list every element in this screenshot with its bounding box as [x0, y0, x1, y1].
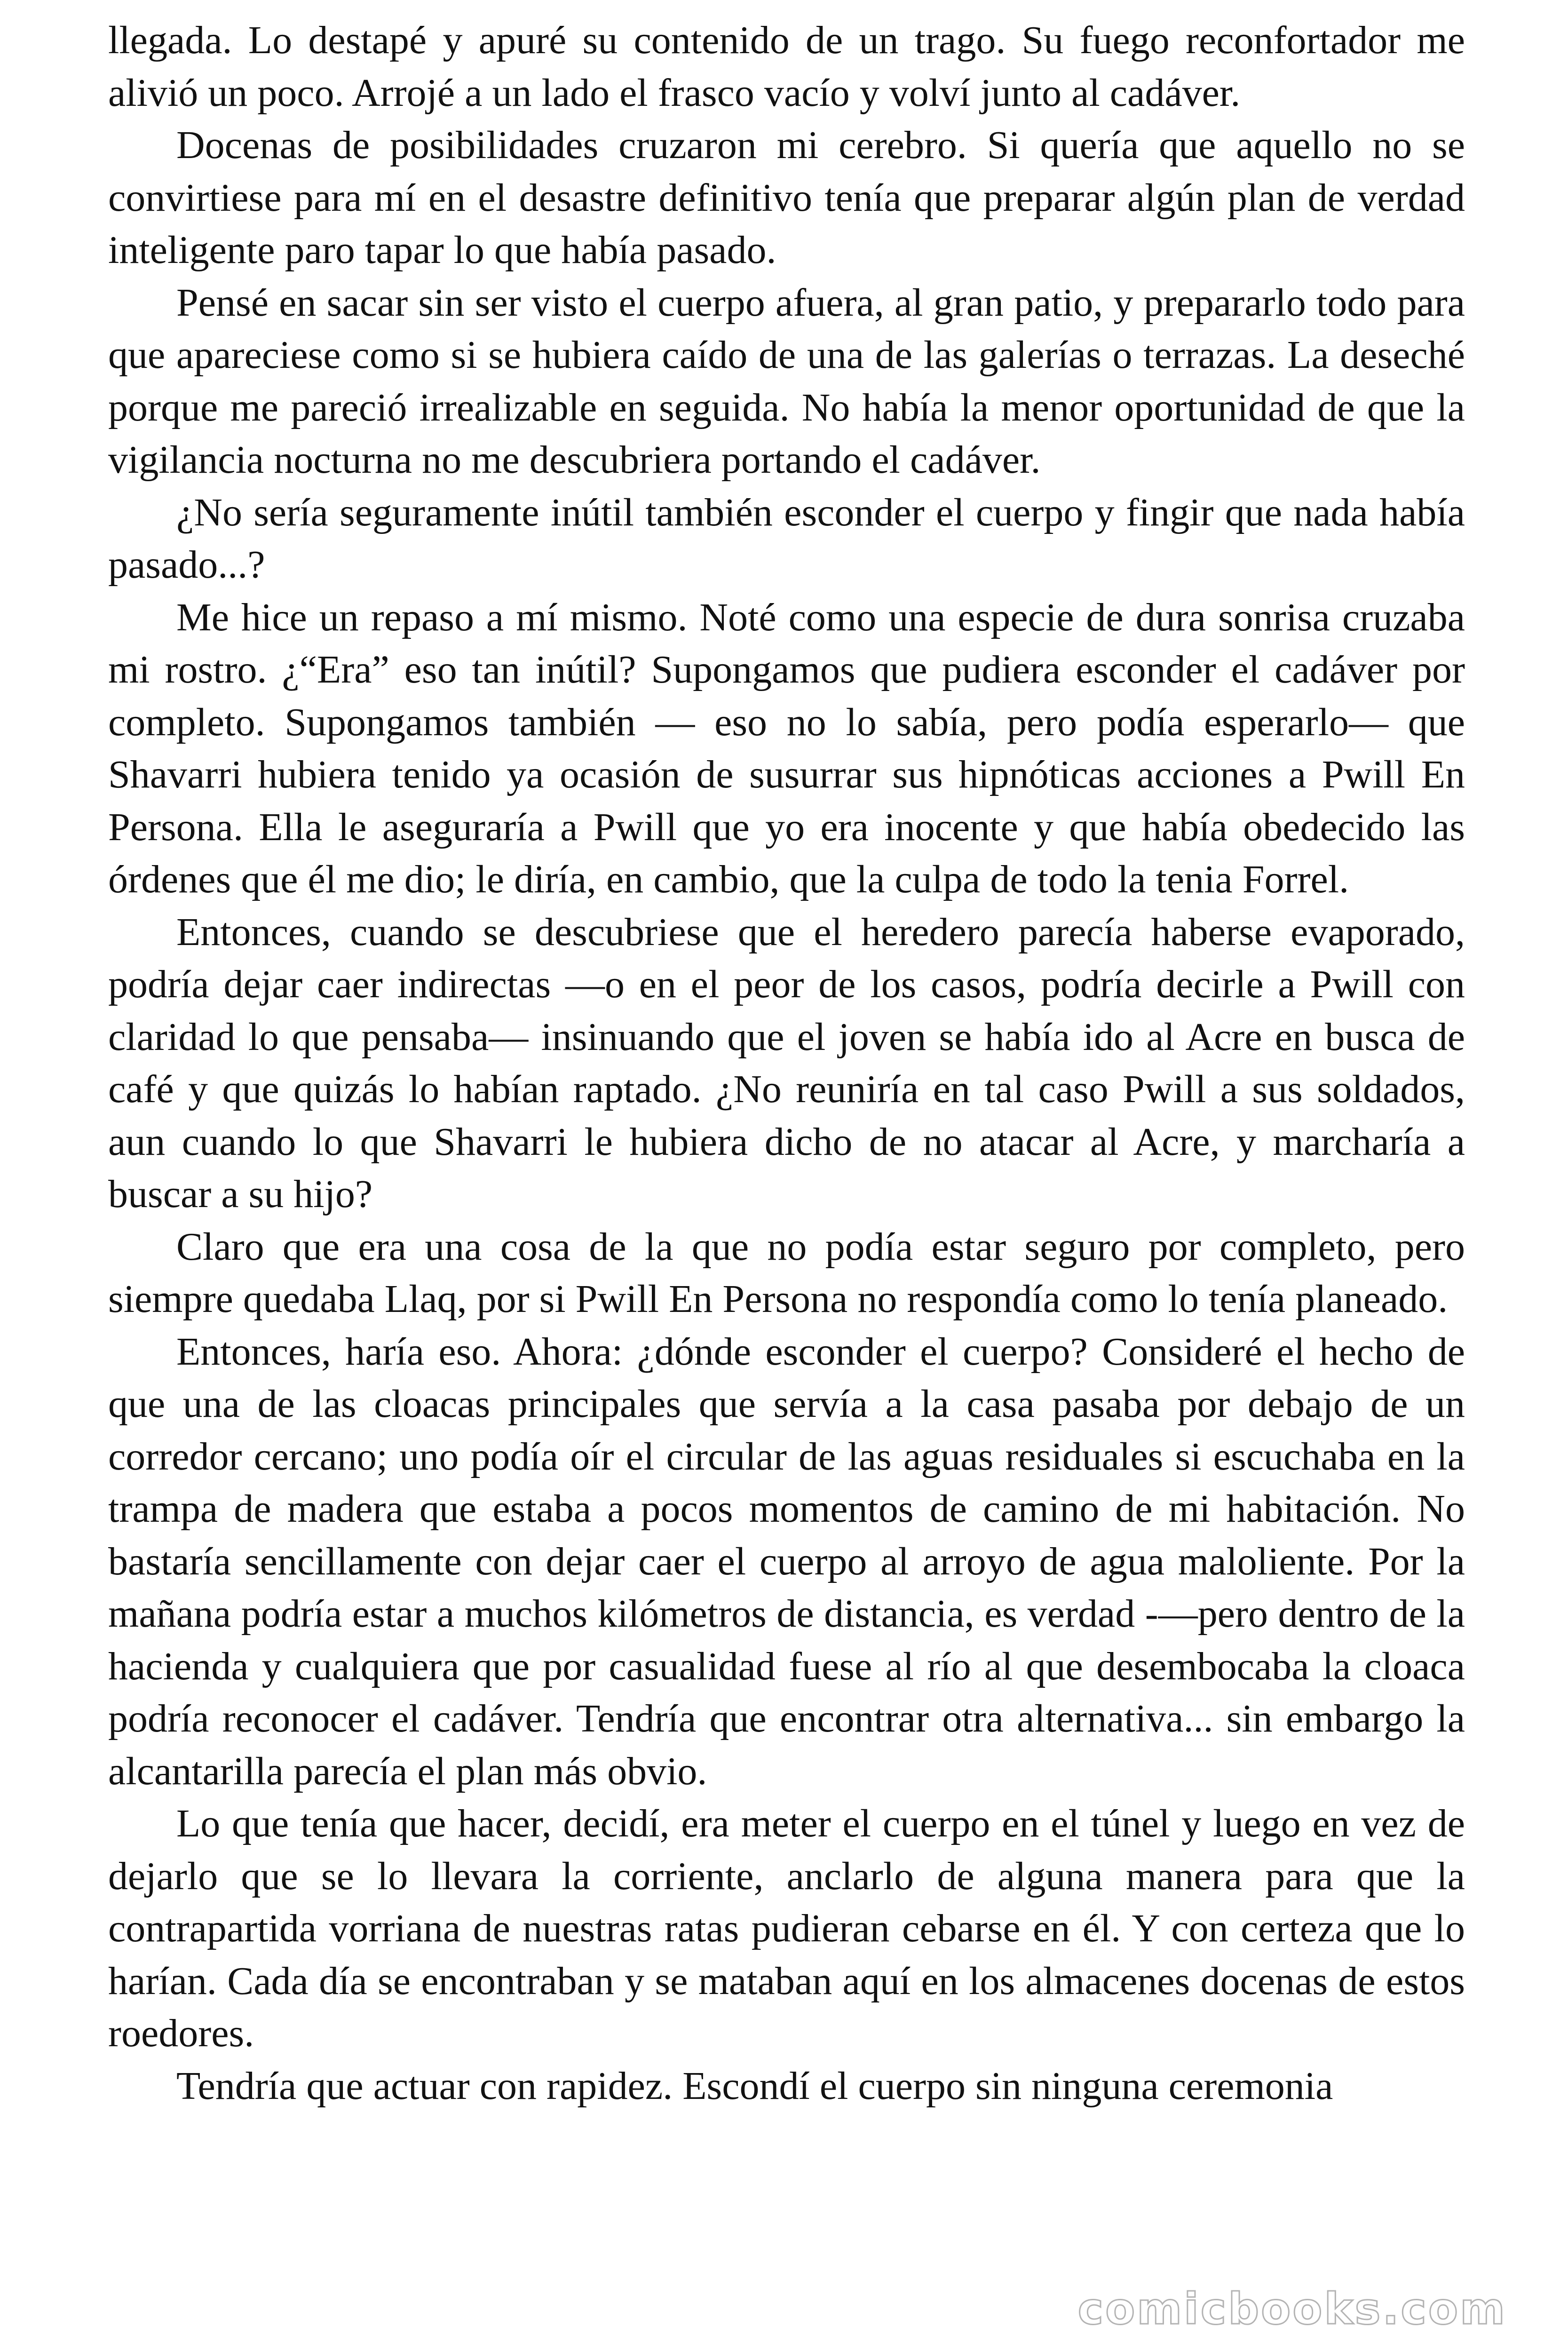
body-text — [108, 14, 1465, 2112]
paragraph-7: Claro que era una cosa de la que no podía estar seguro por completo, pero siempre quedaba Llaq, por si Pwill En Persona no respondía como lo tenía planeado. — [108, 1224, 1465, 1321]
paragraph-3: Pensé en sacar sin ser visto el cuerpo afuera, al gran patio, y prepararlo todo para que apareciese como si se hubiera caído de una de las galerías o terrazas. La deseché porque me pareció irrealizable en seguida. No había la menor oportunidad de que la vigilancia nocturna no me descubriera portando el cadáver. — [108, 280, 1465, 482]
paragraph-1: llegada. Lo destapé y apuré su contenido de un trago. Su fuego reconfortador me alivió un poco. Arrojé a un lado el frasco vacío y volví junto al cadáver. — [108, 18, 1465, 115]
paragraph-8: Entonces, haría eso. Ahora: ¿dónde esconder el cuerpo? Consideré el hecho de que una de las cloacas principales que servía a la casa pasaba por debajo de un corredor cercano; uno podía oír el circular de las aguas residuales si escuchaba en la trampa de madera que estaba a pocos momentos de camino de mi habitación. No bastaría sencillamente con dejar caer el cuerpo al arroyo de agua maloliente. Por la mañana podría estar a muchos kilómetros de distancia, es verdad -—pero dentro de la hacienda y cualquiera que por casualidad fuese al río al que desembocaba la cloaca podría reconocer el cadáver. Tendría que encontrar otra alternativa... sin embargo la alcantarilla parecía el plan más obvio. — [108, 1329, 1465, 1793]
paragraph-2: Docenas de posibilidades cruzaron mi cerebro. Si quería que aquello no se convirtiese para mí en el desastre definitivo tenía que preparar algún plan de verdad inteligente paro tapar lo que había pasado. — [108, 123, 1465, 272]
paragraph-9: Lo que tenía que hacer, decidí, era meter el cuerpo en el túnel y luego en vez de dejarlo que se lo llevara la corriente, anclarlo de alguna manera para que la contrapartida vorriana de nuestras ratas pudieran cebarse en él. Y con certeza que lo harían. Cada día se encontraban y se mataban aquí en los almacenes docenas de estos roedores. — [108, 1802, 1465, 2055]
watermark: comicbooks.com — [1077, 2284, 1507, 2334]
paragraph-4: ¿No sería seguramente inútil también esconder el cuerpo y fingir que nada había pasado...? — [108, 490, 1465, 587]
paragraph-5: Me hice un repaso a mí mismo. Noté como una especie de dura sonrisa cruzaba mi rostro. ¿“Era” eso tan inútil? Supongamos que pudiera esconder el cadáver por completo. Supongamos también — eso no lo sabía, pero podía esperarlo— que Shavarri hubiera tenido ya ocasión de susurrar sus hipnóticas acciones a Pwill En Persona. Ella le aseguraría a Pwill que yo era inocente y que había obedecido las órdenes que él me dio; le diría, en cambio, que la culpa de todo la tenia Forrel. — [108, 595, 1465, 901]
paragraph-6: Entonces, cuando se descubriese que el heredero parecía haberse evaporado, podría dejar caer indirectas —o en el peor de los casos, podría decirle a Pwill con claridad lo que pensaba— insinuando que el joven se había ido al Acre en busca de café y que quizás lo habían raptado. ¿No reuniría en tal caso Pwill a sus soldados, aun cuando lo que Shavarri le hubiera dicho de no atacar al Acre, y marcharía a buscar a su hijo? — [108, 910, 1465, 1216]
paragraph-10: Tendría que actuar con rapidez. Escondí el cuerpo sin ninguna ceremonia — [176, 2064, 1333, 2108]
